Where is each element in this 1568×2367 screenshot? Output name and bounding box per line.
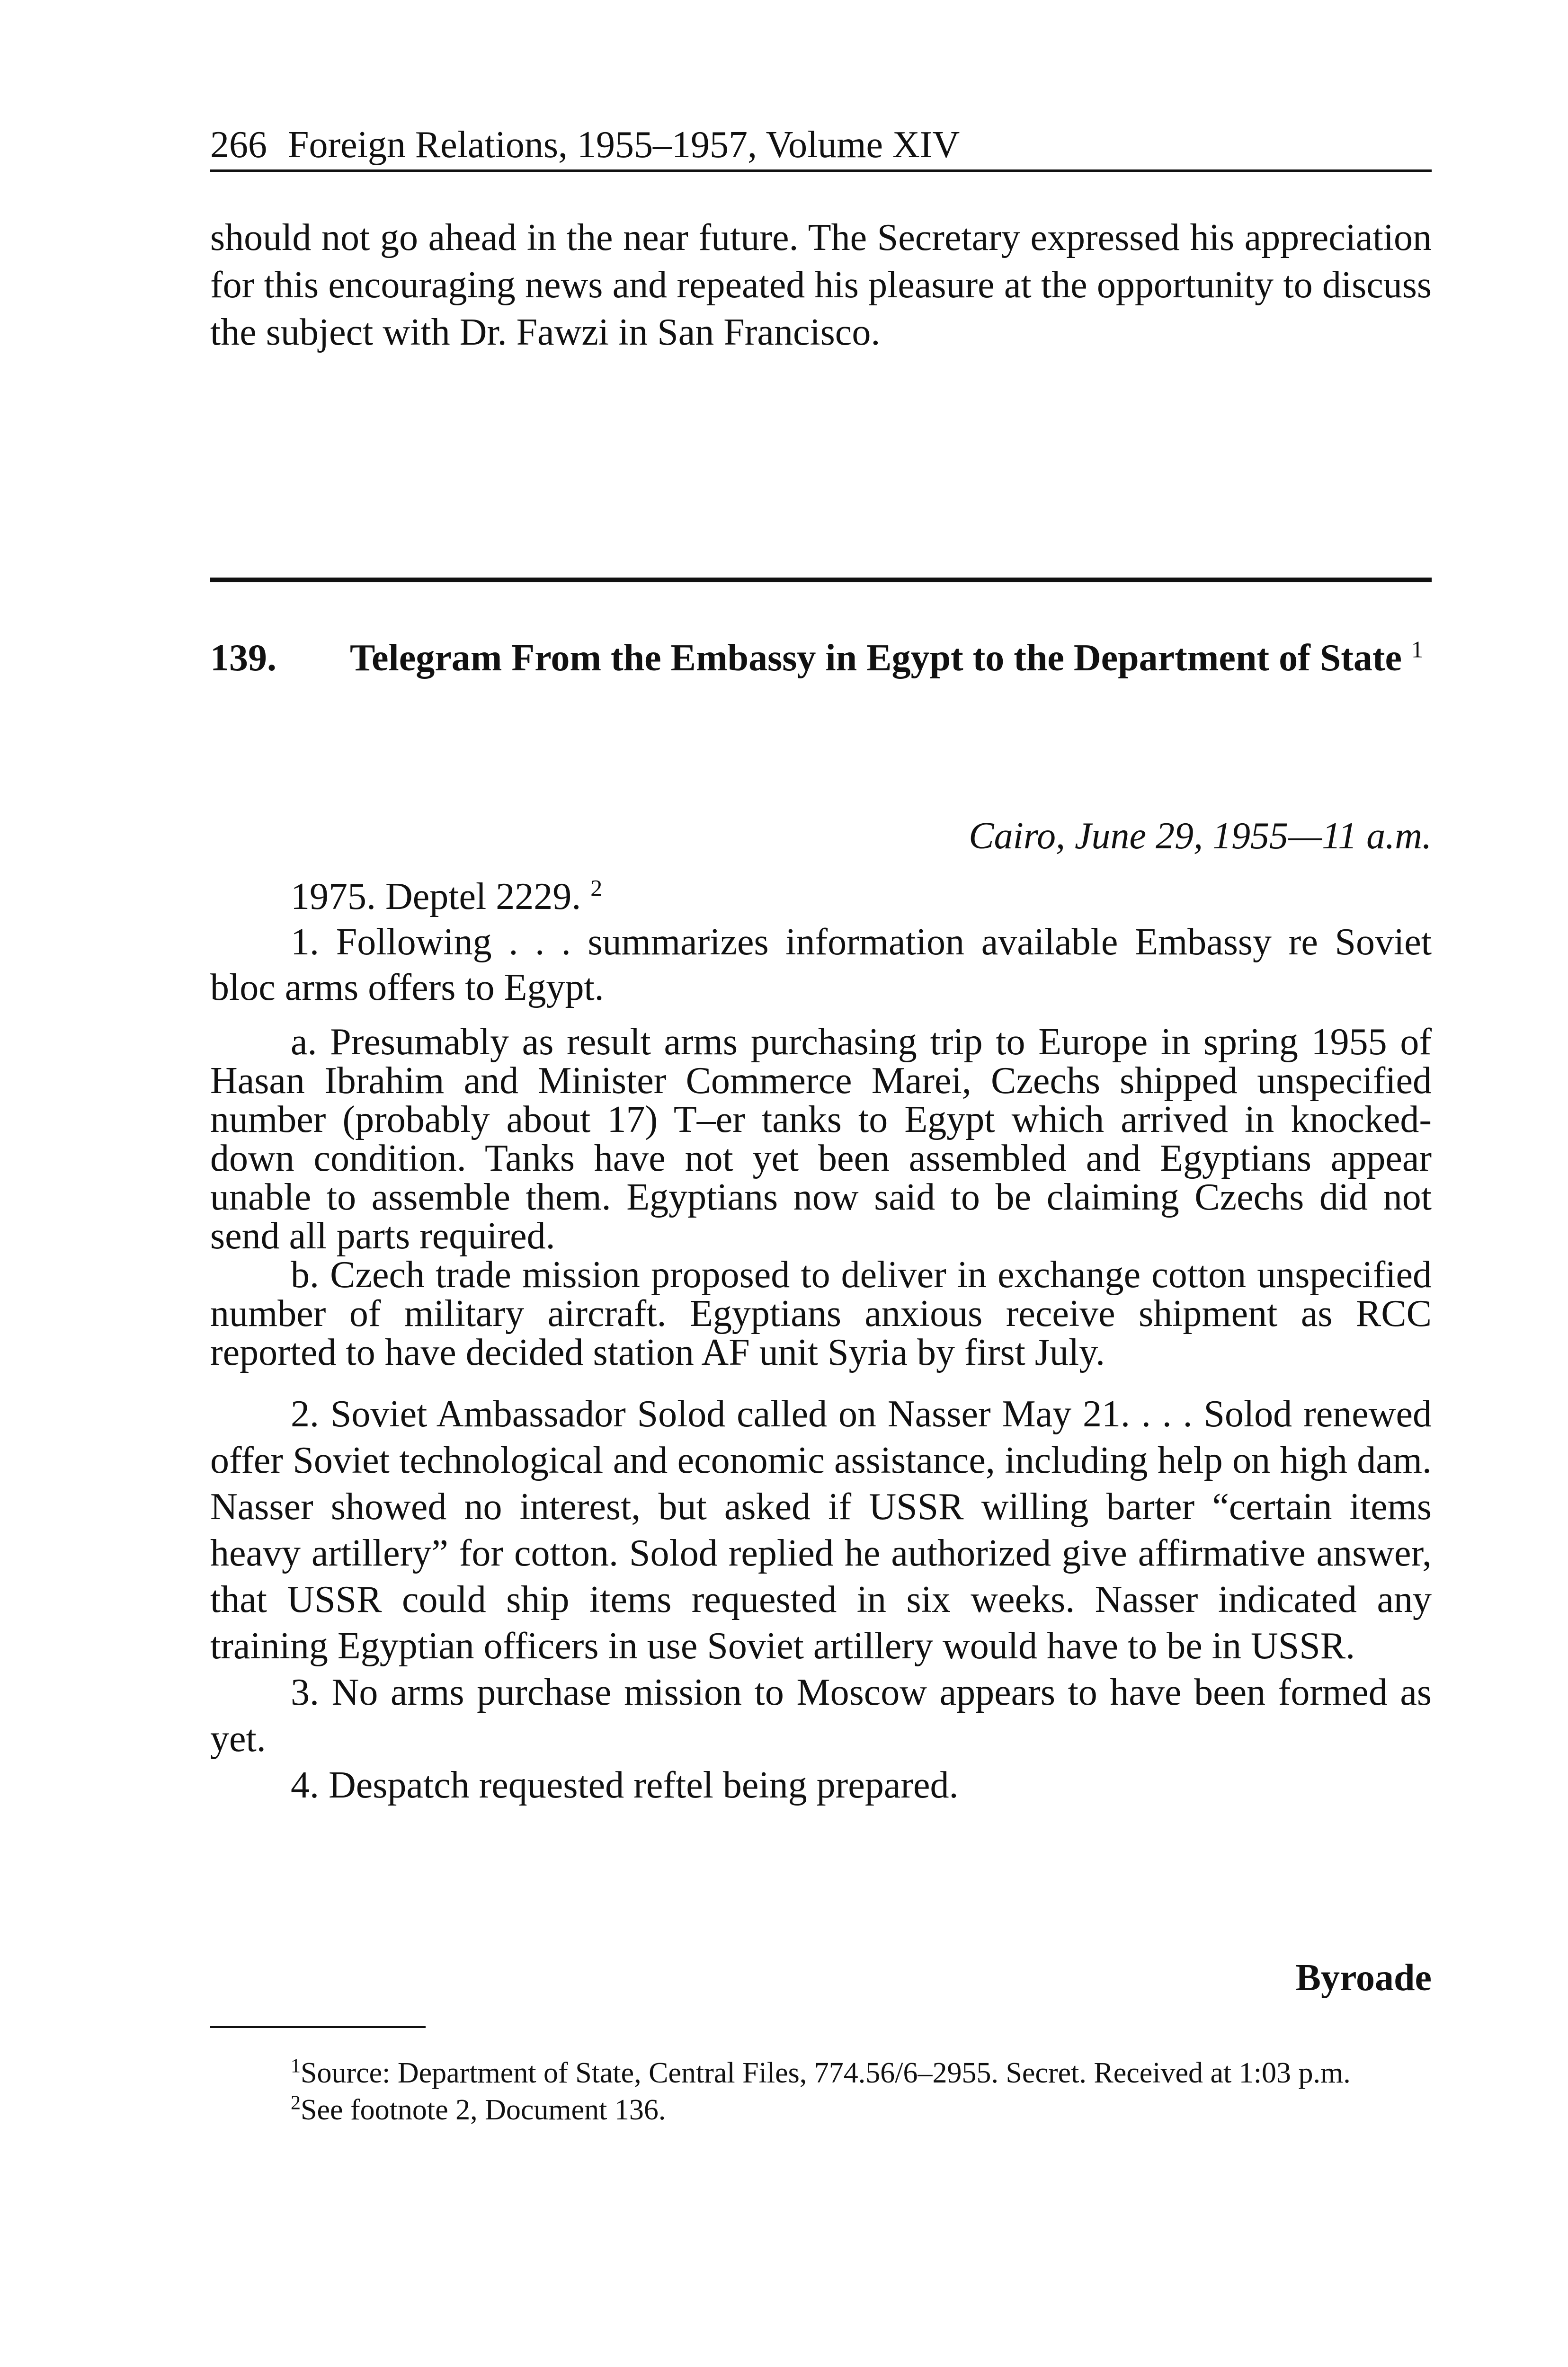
reference-text: 1975. Deptel 2229.	[291, 876, 581, 917]
signature: Byroade	[1295, 1957, 1432, 1999]
footnote-2-mark: 2	[291, 2092, 301, 2114]
dateline: Cairo, June 29, 1955—11 a.m.	[969, 815, 1432, 857]
paragraph-4: 4. Despatch requested reftel being prepared.	[291, 1764, 959, 1806]
paragraph-1: 1. Following . . . summarizes information available Embassy re Soviet bloc arms offers to Egypt.	[210, 921, 1432, 1008]
document-title: Telegram From the Embassy in Egypt to the Department of State	[350, 637, 1402, 679]
reference-footnote-ref: 2	[590, 874, 603, 901]
telegram-body	[210, 874, 1432, 1808]
running-header	[210, 122, 1432, 172]
footnote-1	[210, 2055, 1432, 2091]
paragraph-2: 2. Soviet Ambassador Solod called on Nasser May 21. . . . Solod renewed offer Soviet technological and economic assistance, including help on high dam. Nasser showed no interest, but asked if USSR willing barter “certain items heavy artillery” for cotton. Solod replied he authorized give affirmative answer, that USSR could ship items requested in six weeks. Nasser indicated any training Egyptian officers in use Soviet artillery would have to be in USSR.	[210, 1393, 1432, 1667]
footnote-1-mark: 1	[291, 2055, 301, 2077]
footnotes	[210, 2055, 1432, 2128]
paragraph-1b: b. Czech trade mission proposed to deliver in exchange cotton unspecified number of military aircraft. Egyptians anxious receive shipment as RCC reported to have decided station AF unit Syria by first July.	[210, 1254, 1432, 1373]
carryover-paragraph: should not go ahead in the near future. The Secretary expressed his appreciation for this encouraging news and repeated his pleasure at the opportunity to discuss the subject with Dr. Fawzi in San Francisco.	[210, 217, 1432, 353]
title-footnote-ref: 1	[1411, 636, 1423, 663]
footnote-rule	[210, 2026, 426, 2028]
paragraph-1a: a. Presumably as result arms purchasing trip to Europe in spring 1955 of Hasan Ibrahim and Minister Commerce Marei, Czechs shipped unspecified number (probably about 17) T–er tanks to Egypt which arrived in knocked-down condition. Tanks have not yet been assembled and Egyptians appear unable to assemble them. Egyptians now said to be claiming Czechs did not send all parts required.	[210, 1021, 1432, 1257]
footnote-2-text: See footnote 2, Document 136.	[301, 2094, 666, 2126]
running-title: Foreign Relations, 1955–1957, Volume XIV	[288, 124, 960, 166]
document-heading	[210, 634, 1441, 682]
section-divider	[210, 578, 1432, 582]
page-number: 266	[210, 124, 267, 166]
footnote-1-text: Source: Department of State, Central Files, 774.56/6–2955. Secret. Received at 1:03 p.m.	[301, 2057, 1351, 2089]
reference-line	[210, 874, 1432, 919]
paragraph-3: 3. No arms purchase mission to Moscow appears to have been formed as yet.	[210, 1672, 1432, 1760]
document-number: 139.	[210, 637, 276, 679]
footnote-2	[210, 2091, 1432, 2128]
